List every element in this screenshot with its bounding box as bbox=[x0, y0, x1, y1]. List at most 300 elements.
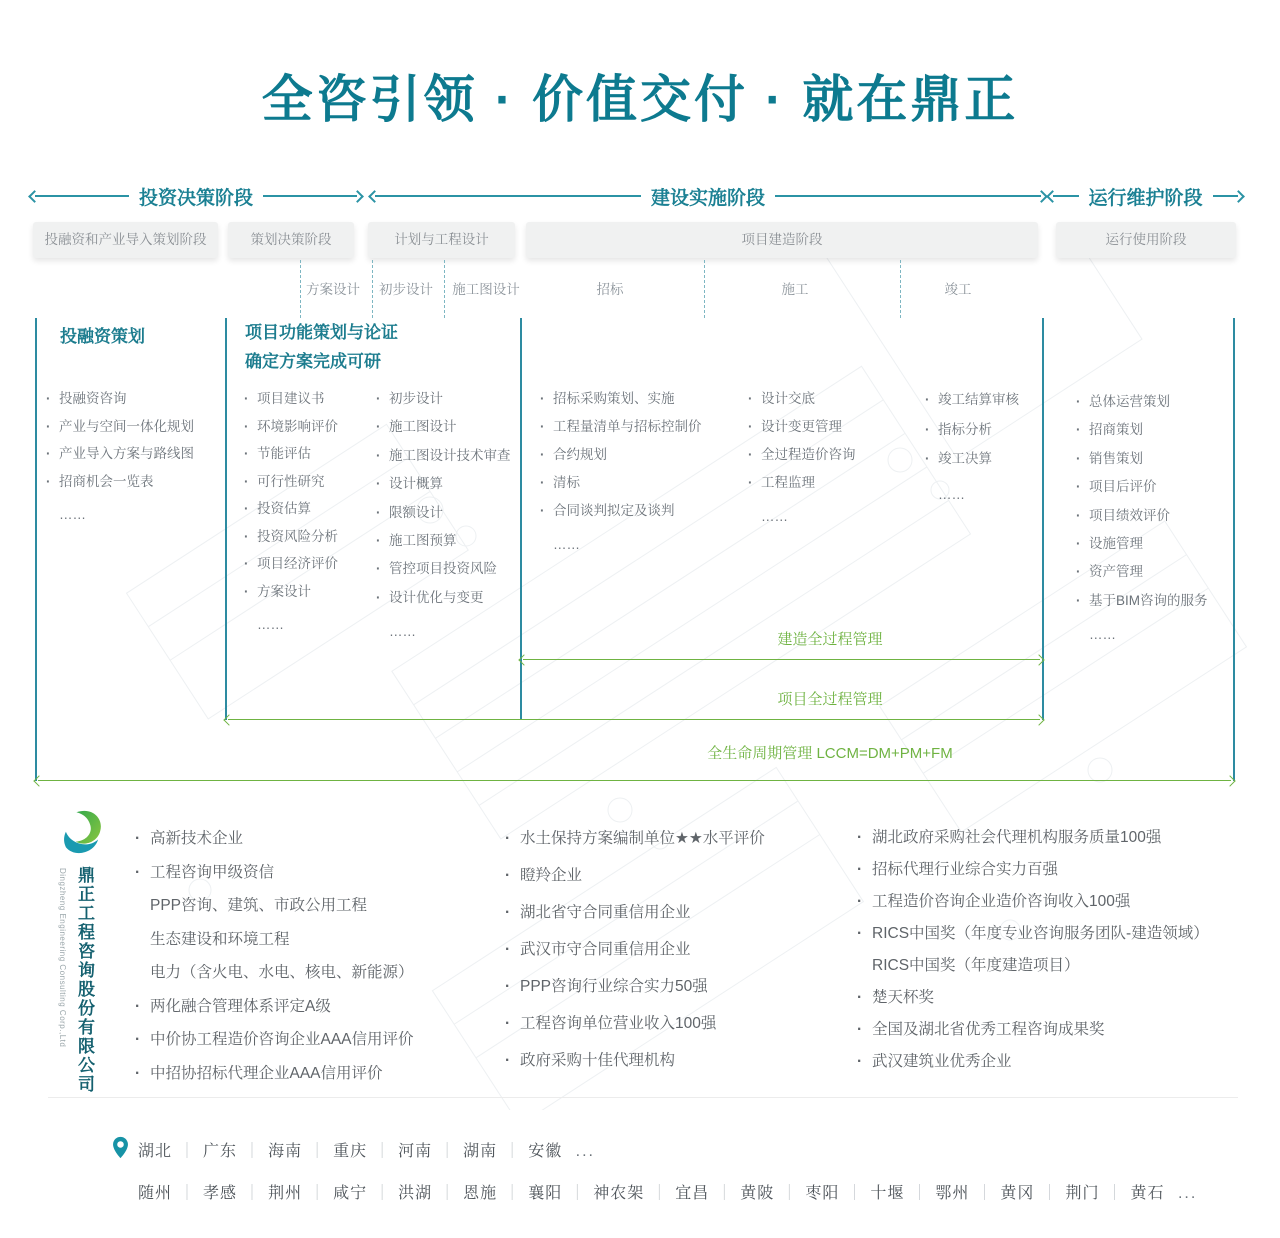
arrow-left-icon bbox=[368, 190, 381, 203]
bullet-dot: · bbox=[505, 978, 511, 995]
separator: ｜ bbox=[976, 1185, 994, 1202]
location-name: 襄阳 bbox=[528, 1185, 563, 1202]
bullet-dot: · bbox=[505, 867, 511, 884]
list-item-label: …… bbox=[553, 537, 580, 552]
list-item-label: 合约规划 bbox=[553, 447, 607, 462]
stage-box-project-build: 项目建造阶段 bbox=[526, 222, 1038, 258]
separator: ｜ bbox=[439, 1143, 457, 1160]
service-list-invest bbox=[46, 385, 194, 529]
list-item-label: 瞪羚企业 bbox=[520, 867, 583, 884]
list-item-label: …… bbox=[389, 624, 416, 640]
column-line bbox=[225, 318, 227, 720]
separator: ｜ bbox=[179, 1143, 197, 1160]
location-name: 海南 bbox=[268, 1143, 303, 1160]
list-item-label: 电力（含火电、水电、核电、新能源） bbox=[150, 964, 414, 981]
list-item-label: 施工图预算 bbox=[389, 533, 457, 549]
bullet-dot: · bbox=[540, 475, 545, 490]
bullet-dot: · bbox=[1076, 479, 1081, 495]
bullet-dot: · bbox=[244, 583, 249, 599]
list-item bbox=[376, 470, 511, 498]
bullet-dot: · bbox=[1076, 507, 1081, 523]
bullet-dot: · bbox=[135, 1064, 141, 1082]
list-item-label: 招商机会一览表 bbox=[59, 473, 154, 489]
bullet-dot: · bbox=[46, 418, 51, 434]
list-item-label: 投资估算 bbox=[257, 501, 311, 516]
list-item bbox=[505, 1005, 765, 1042]
list-item-label: PPP咨询、建筑、市政公用工程 bbox=[150, 897, 368, 914]
separator: ｜ bbox=[1041, 1185, 1059, 1202]
location-name: 黄陂 bbox=[740, 1185, 775, 1202]
stage-box-plan-design: 计划与工程设计 bbox=[368, 222, 515, 258]
list-item bbox=[135, 856, 414, 890]
list-item bbox=[1076, 558, 1208, 586]
list-item-label: 产业与空间一体化规划 bbox=[59, 418, 194, 434]
phase-arrow-construction bbox=[370, 186, 1046, 209]
list-item bbox=[244, 413, 338, 441]
location-name: 宜昌 bbox=[675, 1185, 710, 1202]
list-item-label: 生态建设和环境工程 bbox=[150, 930, 290, 948]
location-name: 荆州 bbox=[268, 1185, 303, 1202]
list-item-label: 项目后评价 bbox=[1089, 479, 1157, 495]
list-item bbox=[1076, 621, 1208, 649]
column-header-invest: 投融资策划 bbox=[60, 327, 145, 346]
location-name: 安徽 bbox=[528, 1143, 563, 1160]
service-list-plan bbox=[244, 385, 338, 639]
list-item-label: 工程咨询单位营业收入100强 bbox=[520, 1015, 717, 1032]
list-item-label: 设计变更管理 bbox=[761, 419, 842, 434]
service-list-bidding bbox=[540, 385, 702, 559]
stage-box-operation-use: 运行使用阶段 bbox=[1056, 222, 1236, 258]
arrow-right-icon bbox=[351, 190, 364, 203]
list-item-label: 初步设计 bbox=[389, 391, 443, 406]
company-logo-icon bbox=[60, 808, 104, 864]
credentials-column-2 bbox=[505, 820, 765, 1079]
phase-arrow-operation bbox=[1048, 186, 1243, 209]
list-item-label: 管控项目投资风险 bbox=[389, 561, 497, 577]
bullet-dot: · bbox=[376, 447, 381, 463]
separator: ｜ bbox=[244, 1143, 262, 1160]
separator: ｜ bbox=[569, 1185, 587, 1202]
sub-phase-scheme-design: 方案设计 bbox=[306, 282, 360, 297]
list-item-label: 可行性研究 bbox=[257, 473, 325, 489]
arrow-right-icon bbox=[1033, 714, 1044, 725]
bullet-dot: · bbox=[748, 447, 753, 462]
provinces-list bbox=[138, 1143, 562, 1160]
bullet-dot: · bbox=[244, 391, 249, 406]
list-item-label: 全过程造价咨询 bbox=[761, 447, 856, 462]
location-name: 广东 bbox=[203, 1143, 238, 1160]
stage-box-financing-planning: 投融资和产业导入策划阶段 bbox=[33, 222, 218, 258]
location-name: 湖南 bbox=[463, 1143, 498, 1160]
list-item bbox=[244, 550, 338, 578]
sub-phase-completion: 竣工 bbox=[944, 282, 972, 297]
bullet-dot: · bbox=[857, 925, 863, 942]
list-item bbox=[376, 555, 511, 583]
location-name: 枣阳 bbox=[805, 1185, 840, 1202]
bullet-dot: · bbox=[376, 589, 381, 605]
management-label-lifecycle: 全生命周期管理 LCCM=DM+PM+FM bbox=[707, 745, 953, 762]
arrow-right-icon bbox=[1232, 190, 1245, 203]
arrow-right-icon bbox=[1033, 654, 1044, 665]
separator: ｜ bbox=[179, 1185, 197, 1202]
location-name: 黄冈 bbox=[1000, 1185, 1035, 1202]
company-name-en: Dingzheng Engineering Consulting Corp.,Ltd bbox=[58, 868, 67, 1048]
list-item-label: 水土保持方案编制单位★★水平评价 bbox=[520, 830, 765, 847]
list-item bbox=[748, 469, 856, 497]
phase-label: 投资决策阶段 bbox=[139, 187, 254, 209]
list-item-label: 楚天杯奖 bbox=[872, 989, 935, 1006]
column-header-plan-line1: 项目功能策划与论证 bbox=[245, 323, 398, 342]
list-item bbox=[1076, 587, 1208, 615]
dashed-divider bbox=[372, 260, 373, 318]
bullet-dot: · bbox=[135, 830, 141, 847]
list-item-label: 清标 bbox=[553, 475, 580, 490]
list-item-label: 资产管理 bbox=[1089, 564, 1143, 580]
list-item-label: 投融资咨询 bbox=[59, 391, 127, 406]
list-item bbox=[505, 894, 765, 931]
list-item bbox=[925, 385, 1019, 415]
list-item bbox=[135, 923, 414, 957]
management-arrow-lifecycle bbox=[35, 775, 1234, 787]
bullet-dot: · bbox=[505, 830, 511, 847]
list-item bbox=[46, 468, 194, 496]
bullet-dot: · bbox=[748, 391, 753, 406]
bullet-dot: · bbox=[857, 989, 863, 1006]
list-item bbox=[46, 501, 194, 529]
arrow-left-icon bbox=[1046, 190, 1059, 203]
list-item bbox=[857, 950, 1209, 982]
location-name: 重庆 bbox=[333, 1143, 368, 1160]
list-item-label: 中招协招标代理企业AAA信用评价 bbox=[150, 1064, 383, 1082]
bullet-dot: · bbox=[857, 861, 863, 878]
bullet-dot: · bbox=[376, 419, 381, 435]
list-item bbox=[1076, 502, 1208, 530]
list-item bbox=[540, 441, 702, 469]
list-item bbox=[748, 441, 856, 469]
list-item bbox=[376, 527, 511, 555]
bullet-dot: · bbox=[244, 528, 249, 544]
bullet-dot: · bbox=[925, 451, 930, 466]
list-item bbox=[135, 1023, 414, 1057]
section-divider bbox=[48, 1097, 1238, 1098]
list-item-label: 节能评估 bbox=[257, 446, 311, 461]
column-line bbox=[35, 318, 37, 781]
list-item bbox=[1076, 473, 1208, 501]
list-item-label: 武汉市守合同重信用企业 bbox=[520, 941, 691, 958]
bullet-dot: · bbox=[376, 504, 381, 520]
sub-phase-preliminary-design: 初步设计 bbox=[379, 282, 433, 297]
list-item bbox=[376, 499, 511, 527]
separator: ｜ bbox=[846, 1185, 864, 1202]
list-item-label: 中价协工程造价咨询企业AAA信用评价 bbox=[150, 1031, 414, 1048]
list-item bbox=[244, 578, 338, 606]
list-item-label: 基于BIM咨询的服务 bbox=[1089, 592, 1208, 608]
bullet-dot: · bbox=[857, 1021, 863, 1038]
list-item bbox=[46, 440, 194, 468]
list-item-label: …… bbox=[1089, 627, 1116, 643]
arrow-left-icon bbox=[518, 654, 529, 665]
list-item-label: PPP咨询行业综合实力50强 bbox=[520, 978, 708, 995]
list-item bbox=[748, 503, 856, 531]
bullet-dot: · bbox=[135, 863, 141, 881]
list-item-label: 湖北政府采购社会代理机构服务质量100强 bbox=[872, 829, 1162, 846]
provinces-row bbox=[138, 1138, 595, 1161]
service-list-operation bbox=[1076, 388, 1208, 650]
bullet-dot: · bbox=[1076, 564, 1081, 580]
credentials-column-3 bbox=[857, 822, 1209, 1078]
list-item bbox=[46, 413, 194, 441]
separator: ｜ bbox=[309, 1185, 327, 1202]
management-label-project-process: 项目全过程管理 bbox=[777, 691, 883, 708]
separator: ｜ bbox=[439, 1185, 457, 1202]
location-name: 恩施 bbox=[463, 1185, 498, 1202]
list-item bbox=[540, 497, 702, 525]
list-item bbox=[540, 413, 702, 441]
list-item bbox=[244, 468, 338, 496]
sub-phase-working-drawing: 施工图设计 bbox=[452, 282, 520, 297]
list-item bbox=[244, 611, 338, 639]
bullet-dot: · bbox=[1076, 394, 1081, 409]
list-item-label: 限额设计 bbox=[389, 504, 443, 520]
arrow-left-icon bbox=[33, 775, 44, 786]
list-item-label: 两化融合管理体系评定A级 bbox=[150, 997, 331, 1015]
list-item bbox=[376, 413, 511, 441]
bullet-dot: · bbox=[748, 475, 753, 490]
list-item bbox=[505, 820, 765, 857]
bullet-dot: · bbox=[540, 447, 545, 462]
list-item bbox=[135, 990, 414, 1024]
dashed-divider bbox=[900, 260, 901, 318]
location-name: 咸宁 bbox=[333, 1185, 368, 1202]
management-label-build-process: 建造全过程管理 bbox=[777, 631, 883, 648]
dashed-divider bbox=[300, 260, 301, 318]
list-item bbox=[376, 584, 511, 612]
list-item bbox=[748, 385, 856, 413]
list-item-label: 竣工决算 bbox=[938, 451, 992, 466]
location-name: 黄石 bbox=[1130, 1185, 1165, 1202]
separator: ｜ bbox=[651, 1185, 669, 1202]
list-item-label: 招标代理行业综合实力百强 bbox=[872, 861, 1059, 878]
location-name: 十堰 bbox=[870, 1185, 905, 1202]
bullet-dot: · bbox=[505, 1015, 511, 1032]
stage-box-decision: 策划决策阶段 bbox=[228, 222, 354, 258]
dashed-divider bbox=[704, 260, 705, 318]
list-item bbox=[857, 886, 1209, 918]
bullet-dot: · bbox=[1076, 450, 1081, 466]
sub-phase-construction: 施工 bbox=[781, 282, 809, 297]
list-item bbox=[135, 1057, 414, 1091]
list-item-label: RICS中国奖（年度建造项目） bbox=[872, 957, 1080, 974]
list-item bbox=[135, 889, 414, 923]
list-item bbox=[857, 854, 1209, 886]
bullet-dot: · bbox=[46, 391, 51, 406]
list-item bbox=[244, 440, 338, 468]
phase-label: 运行维护阶段 bbox=[1088, 187, 1203, 209]
separator: ｜ bbox=[716, 1185, 734, 1202]
list-item-label: 施工图设计技术审查 bbox=[389, 447, 511, 463]
list-item-label: 设计概算 bbox=[389, 476, 443, 492]
list-item-label: …… bbox=[938, 486, 965, 502]
location-name: 神农架 bbox=[593, 1185, 645, 1202]
list-item bbox=[857, 1014, 1209, 1046]
company-name-cn: 鼎正工程咨询股份有限公司 bbox=[75, 866, 94, 1094]
separator: ｜ bbox=[374, 1185, 392, 1202]
separator: ｜ bbox=[1106, 1185, 1124, 1202]
list-item-label: 指标分析 bbox=[938, 421, 992, 437]
bullet-dot: · bbox=[244, 501, 249, 516]
list-item-label: 方案设计 bbox=[257, 583, 311, 599]
bullet-dot: · bbox=[46, 473, 51, 489]
separator: ｜ bbox=[374, 1143, 392, 1160]
list-item bbox=[1076, 530, 1208, 558]
bullet-dot: · bbox=[925, 392, 930, 407]
service-list-design bbox=[376, 385, 511, 647]
bullet-dot: · bbox=[857, 1053, 863, 1070]
list-item-label: RICS中国奖（年度专业咨询服务团队-建造领域） bbox=[872, 925, 1209, 942]
bullet-dot: · bbox=[540, 391, 545, 406]
bullet-dot: · bbox=[505, 1052, 511, 1069]
list-item bbox=[857, 1046, 1209, 1078]
list-item bbox=[857, 822, 1209, 854]
list-item bbox=[857, 982, 1209, 1014]
management-arrow-project-process bbox=[225, 714, 1043, 726]
list-item bbox=[1076, 445, 1208, 473]
bullet-dot: · bbox=[376, 533, 381, 549]
bullet-dot: · bbox=[244, 446, 249, 461]
list-item-label: 设计优化与变更 bbox=[389, 589, 484, 605]
list-item-label: 设施管理 bbox=[1089, 536, 1143, 552]
list-item bbox=[244, 523, 338, 551]
list-item bbox=[135, 822, 414, 856]
list-item-label: …… bbox=[257, 617, 284, 632]
list-item bbox=[925, 480, 1019, 510]
bullet-dot: · bbox=[244, 418, 249, 434]
management-arrow-build-process bbox=[520, 654, 1043, 666]
list-item-label: 招商策划 bbox=[1089, 422, 1143, 438]
bullet-dot: · bbox=[505, 904, 511, 921]
list-item-label: 招标采购策划、实施 bbox=[553, 391, 675, 406]
list-item bbox=[1076, 388, 1208, 416]
bullet-dot: · bbox=[857, 893, 863, 910]
bullet-dot: · bbox=[135, 1031, 141, 1048]
list-item-label: 项目建议书 bbox=[257, 391, 325, 406]
list-item-label: 竣工结算审核 bbox=[938, 392, 1019, 407]
bullet-dot: · bbox=[1076, 592, 1081, 608]
column-header-plan-line2: 确定方案完成可研 bbox=[245, 352, 381, 371]
list-item bbox=[925, 415, 1019, 445]
list-item bbox=[505, 931, 765, 968]
list-item bbox=[1076, 416, 1208, 444]
list-item bbox=[505, 1042, 765, 1079]
list-item bbox=[857, 918, 1209, 950]
list-item-label: 投资风险分析 bbox=[257, 528, 338, 544]
list-item-label: 高新技术企业 bbox=[150, 830, 244, 847]
list-item-label: 武汉建筑业优秀企业 bbox=[872, 1053, 1012, 1070]
list-item-label: 总体运营策划 bbox=[1089, 394, 1170, 409]
list-item-label: 政府采购十佳代理机构 bbox=[520, 1052, 676, 1069]
list-item-label: 销售策划 bbox=[1089, 450, 1143, 466]
list-item-label: 工程监理 bbox=[761, 475, 815, 490]
bullet-dot: · bbox=[135, 997, 141, 1015]
list-item-label: 项目绩效评价 bbox=[1089, 507, 1170, 523]
bullet-dot: · bbox=[244, 473, 249, 489]
list-item bbox=[244, 495, 338, 523]
location-name: 湖北 bbox=[138, 1143, 173, 1160]
arrow-left-icon bbox=[223, 714, 234, 725]
list-item bbox=[540, 385, 702, 413]
location-name: 河南 bbox=[398, 1143, 433, 1160]
list-item bbox=[540, 531, 702, 559]
location-name: 荆门 bbox=[1065, 1185, 1100, 1202]
arrow-right-icon bbox=[1224, 775, 1235, 786]
location-pin-icon bbox=[112, 1136, 129, 1159]
bullet-dot: · bbox=[46, 446, 51, 461]
list-item-label: 合同谈判拟定及谈判 bbox=[553, 503, 675, 518]
list-item-label: 设计交底 bbox=[761, 391, 815, 406]
list-item bbox=[505, 857, 765, 894]
list-item-label: 施工图设计 bbox=[389, 419, 457, 435]
phase-label: 建设实施阶段 bbox=[651, 187, 766, 209]
cities-list bbox=[138, 1185, 1164, 1202]
list-item-label: 环境影响评价 bbox=[257, 418, 338, 434]
separator: ｜ bbox=[504, 1185, 522, 1202]
bullet-dot: · bbox=[1076, 422, 1081, 438]
list-item bbox=[376, 618, 511, 646]
bullet-dot: · bbox=[540, 419, 545, 434]
list-item bbox=[748, 413, 856, 441]
cities-row bbox=[138, 1180, 1197, 1203]
bullet-dot: · bbox=[925, 421, 930, 437]
list-item bbox=[244, 385, 338, 413]
separator: ｜ bbox=[911, 1185, 929, 1202]
dashed-divider bbox=[444, 260, 445, 318]
list-item bbox=[376, 385, 511, 413]
list-item bbox=[505, 968, 765, 1005]
bullet-dot: · bbox=[376, 476, 381, 492]
separator: ｜ bbox=[244, 1185, 262, 1202]
bullet-dot: · bbox=[1076, 536, 1081, 552]
service-list-construction bbox=[748, 385, 856, 531]
bullet-dot: · bbox=[857, 829, 863, 846]
list-item-label: …… bbox=[761, 509, 788, 524]
separator: ｜ bbox=[309, 1143, 327, 1160]
list-item-label: 项目经济评价 bbox=[257, 556, 338, 571]
list-item-label: 工程咨询甲级资信 bbox=[150, 863, 275, 881]
provinces-more: ... bbox=[575, 1143, 595, 1160]
location-name: 鄂州 bbox=[935, 1185, 970, 1202]
bullet-dot: · bbox=[505, 941, 511, 958]
bullet-dot: · bbox=[376, 561, 381, 577]
location-name: 随州 bbox=[138, 1185, 173, 1202]
list-item-label: 湖北省守合同重信用企业 bbox=[520, 904, 691, 921]
bullet-dot: · bbox=[244, 556, 249, 571]
bullet-dot: · bbox=[376, 391, 381, 406]
list-item-label: …… bbox=[59, 507, 86, 522]
service-list-completion bbox=[925, 385, 1019, 509]
list-item bbox=[46, 385, 194, 413]
sub-phase-bidding: 招标 bbox=[596, 282, 624, 297]
location-name: 孝感 bbox=[203, 1185, 238, 1202]
list-item-label: 全国及湖北省优秀工程咨询成果奖 bbox=[872, 1021, 1105, 1038]
separator: ｜ bbox=[781, 1185, 799, 1202]
list-item-label: 工程造价咨询企业造价咨询收入100强 bbox=[872, 893, 1131, 910]
cities-more: ... bbox=[1177, 1185, 1198, 1202]
page-title: 全咨引领 · 价值交付 · 就在鼎正 bbox=[261, 71, 1019, 128]
location-name: 洪湖 bbox=[398, 1185, 433, 1202]
bullet-dot: · bbox=[540, 503, 545, 518]
column-line bbox=[1233, 318, 1235, 781]
list-item-label: 工程量清单与招标控制价 bbox=[553, 419, 702, 434]
